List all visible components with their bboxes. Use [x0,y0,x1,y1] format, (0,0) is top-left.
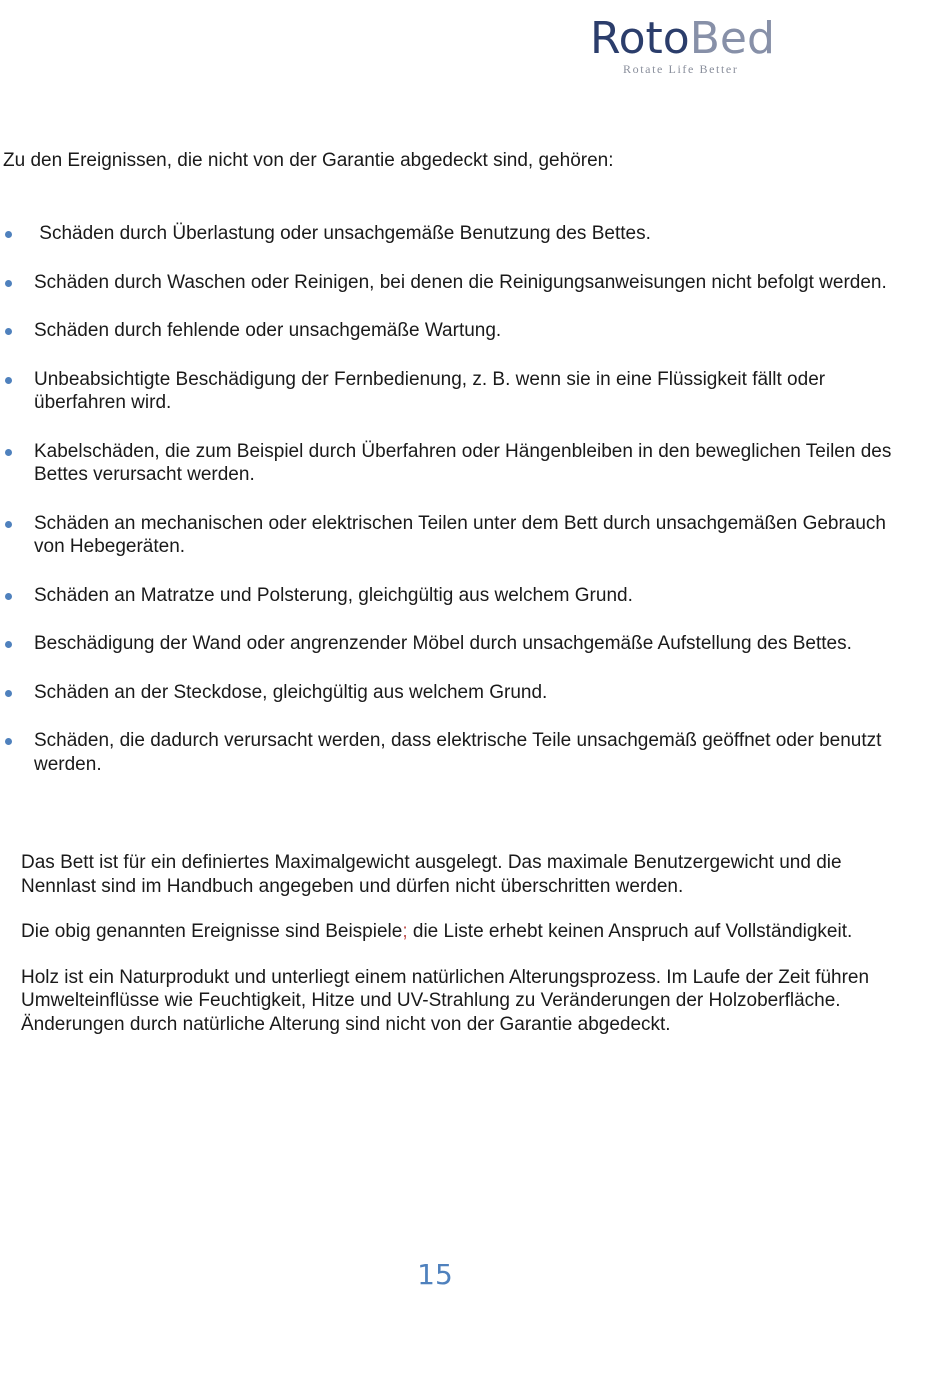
list-item-text: Schäden an mechanischen oder elektrischen Teilen unter dem Bett durch unsachgemäßen Gebrauch von Hebegeräten. [34,512,887,557]
bullet-icon [5,593,12,600]
semicolon-mark: ; [402,921,408,942]
paragraph-max-weight: Das Bett ist für ein definiertes Maximalgewicht ausgelegt. Das maximale Benutzergewicht und die Nennlast sind im Handbuch angegeben und dürfen nicht überschritten werden. [21,852,842,897]
list-item-text: Schäden an der Steckdose, gleichgültig aus welchem Grund. [34,681,548,703]
paragraph-examples [21,920,901,944]
list-item-text: Unbeabsichtigte Beschädigung der Fernbedienung, z. B. wenn sie in eine Flüssigkeit fällt oder überfahren wird. [34,368,826,413]
list-item-text: Schäden, die dadurch verursacht werden, dass elektrische Teile unsachgemäß geöffnet oder benutzt werden. [34,730,882,775]
logo-roto-text: Roto [590,13,690,64]
bullet-icon [5,738,12,745]
bullet-icon [5,521,12,528]
logo-tagline: Rotate Life Better [623,62,739,76]
intro-text: Zu den Ereignissen, die nicht von der Garantie abgedeckt sind, gehören: [3,150,614,171]
list-item [0,271,920,295]
paragraph-wood: Holz ist ein Naturprodukt und unterliegt einem natürlichen Alterungsprozess. Im Laufe der Zeit führen Umwelteinflüsse wie Feuchtigkeit, Hitze und UV-Strahlung zu Veränderungen der Holzoberfläche. Änderungen durch natürliche Alterung sind nicht von der Garantie abgedeckt. [21,966,870,1035]
bullet-icon [5,690,12,697]
list-item-text: Schäden durch Überlastung oder unsachgemäße Benutzung des Bettes. [34,223,651,244]
exclusions-list [0,222,920,801]
page-number: 15 [417,1258,453,1291]
logo-wordmark [590,14,790,64]
list-item [0,222,920,246]
list-item [0,319,920,343]
body-paragraphs [21,851,901,1058]
paragraph-examples-start: Die obig genannten Ereignisse sind Beispiele [21,921,403,942]
list-item [0,632,920,656]
bullet-icon [5,328,12,335]
list-item-text: Kabelschäden, die zum Beispiel durch Überfahren oder Hängenbleiben in den beweglichen Teilen des Bettes verursacht werden. [34,440,892,485]
logo-bed-text: Bed [689,13,775,64]
bullet-icon [5,231,12,238]
paragraph-examples-end: die Liste erhebt keinen Anspruch auf Vollständigkeit. [407,921,853,942]
list-item-text: Schäden durch fehlende oder unsachgemäße Wartung. [34,320,502,341]
bullet-icon [5,449,12,456]
list-item [0,584,920,608]
bullet-icon [5,280,12,287]
list-item [0,512,920,559]
list-item-text: Schäden durch Waschen oder Reinigen, bei denen die Reinigungsanweisungen nicht befolgt werden. [34,271,887,293]
list-item [0,681,920,705]
list-item-text: Beschädigung der Wand oder angrenzender Möbel durch unsachgemäße Aufstellung des Bettes. [34,633,852,654]
list-item [0,368,920,415]
bullet-icon [5,377,12,384]
list-item-text: Schäden an Matratze und Polsterung, gleichgültig aus welchem Grund. [34,584,633,606]
list-item [0,729,920,776]
rotobed-logo [590,14,790,77]
bullet-icon [5,641,12,648]
list-item [0,440,920,487]
